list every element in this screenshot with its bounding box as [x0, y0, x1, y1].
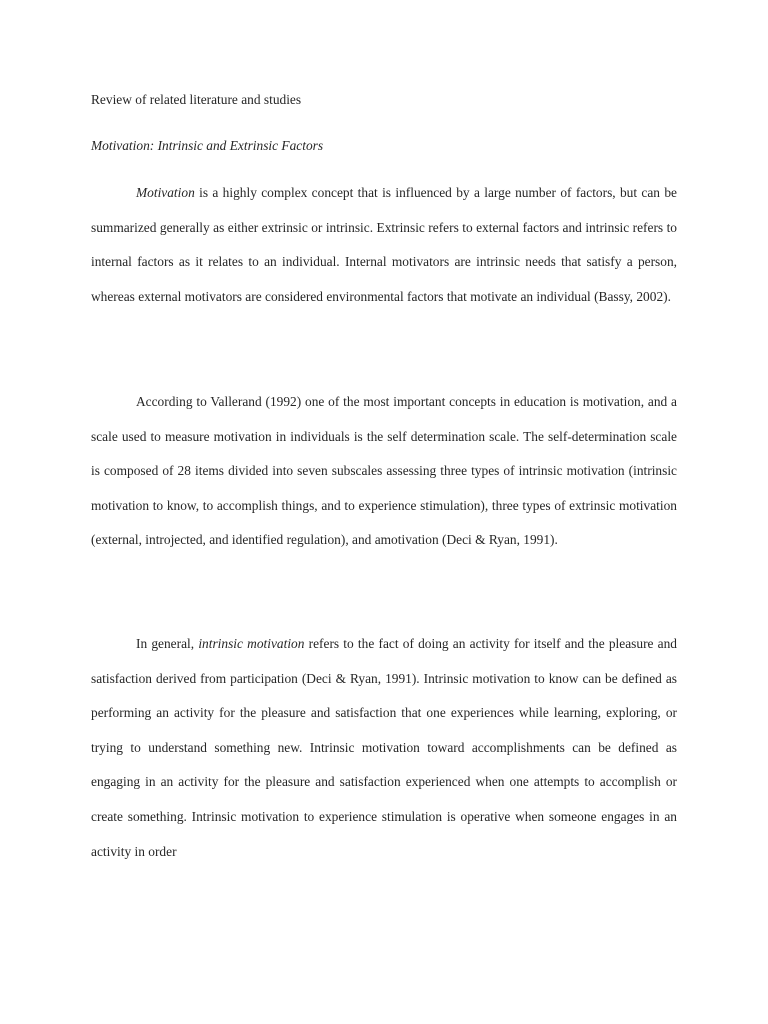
paragraph-3-italic: intrinsic motivation: [198, 636, 305, 651]
paragraph-2-text: According to Vallerand (1992) one of the most important concepts in education is motivation, and a scale used to measure motivation in individuals is the self determination scale. The self-determination scale is composed of 28 items divided into seven subscales assessing three types of intrinsic motivation (intrinsic motivation to know, to accomplish things, and to experience stimulation), three types of extrinsic motivation (external, introjected, and identified regulation), and amotivation (Deci & Ryan, 1991).: [91, 394, 677, 548]
paragraph-1: [91, 176, 677, 314]
paragraph-1-lead-italic: Motivation: [136, 185, 195, 200]
paragraph-3-text-before: In general,: [136, 636, 199, 651]
section-subtitle: Motivation: Intrinsic and Extrinsic Factors: [91, 138, 324, 153]
paragraph-3-text-after: refers to the fact of doing an activity for itself and the pleasure and satisfaction derived from participation (Deci & Ryan, 1991). Intrinsic motivation to know can be defined as performing an activity for the pleasure and satisfaction that one experiences while learning, exploring, or trying to understand something new. Intrinsic motivation toward accomplishments can be defined as engaging in an activity for the pleasure and satisfaction experienced when one attempts to accomplish or create something. Intrinsic motivation to experience stimulation is operative when someone engages in an activity in order: [91, 636, 678, 859]
paragraph-3: [91, 627, 677, 869]
section-title: Review of related literature and studies: [91, 92, 302, 107]
paragraph-1-text: is a highly complex concept that is influenced by a large number of factors, but can be summarized generally as either extrinsic or intrinsic. Extrinsic refers to external factors and intrinsic refers to internal factors as it relates to an individual. Internal motivators are intrinsic needs that satisfy a person, whereas external motivators are considered environmental factors that motivate an individual (Bassy, 2002).: [91, 185, 677, 304]
paragraph-2: [91, 385, 677, 558]
